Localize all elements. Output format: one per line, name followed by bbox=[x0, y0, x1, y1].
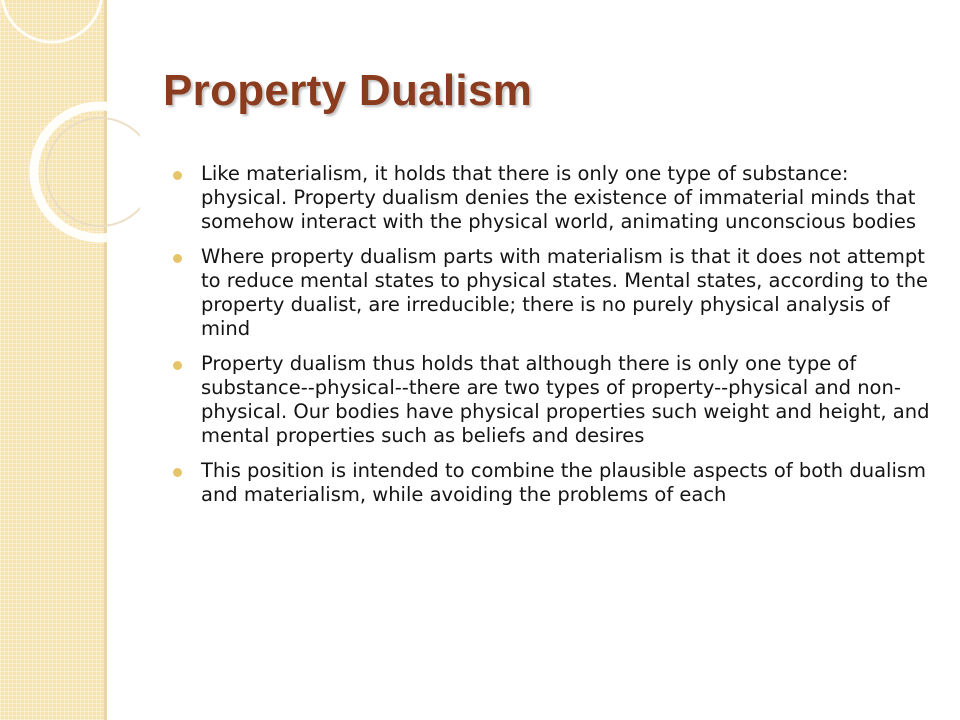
bullet-dot-icon bbox=[173, 361, 182, 370]
bullet-dot-icon bbox=[173, 171, 182, 180]
bullet-text: Where property dualism parts with materialism is that it does not attempt to reduce mental states to physical states. Mental states, according to the property dualist, are irreducible; there is no purely physical analysis of mind bbox=[201, 245, 929, 340]
bullet-text: This position is intended to combine the plausible aspects of both dualism and materialism, while avoiding the problems of each bbox=[201, 459, 927, 506]
bullet-text: Property dualism thus holds that although there is only one type of substance--physical--there are two types of property--physical and non-physical. Our bodies have physical properties such weight and height, and mental properties such as beliefs and desires bbox=[201, 352, 930, 447]
slide-title: Property Dualism bbox=[163, 66, 533, 115]
bullet-dot-icon bbox=[173, 254, 182, 263]
small-ring-outer bbox=[34, 106, 140, 238]
bullet-text: Like materialism, it holds that there is only one type of substance: physical. Property dualism denies the existence of immaterial minds that somehow interact with the physical world, animating unconscious bodies bbox=[201, 162, 917, 233]
bullet-item bbox=[170, 459, 940, 507]
bullet-item bbox=[170, 352, 940, 448]
decorative-rings bbox=[0, 0, 140, 260]
bullet-list bbox=[170, 162, 940, 518]
small-ring-inner bbox=[46, 118, 140, 226]
bullet-item bbox=[170, 162, 940, 234]
bullet-item bbox=[170, 245, 940, 341]
large-ring bbox=[2, 0, 102, 42]
bullet-dot-icon bbox=[173, 468, 182, 477]
